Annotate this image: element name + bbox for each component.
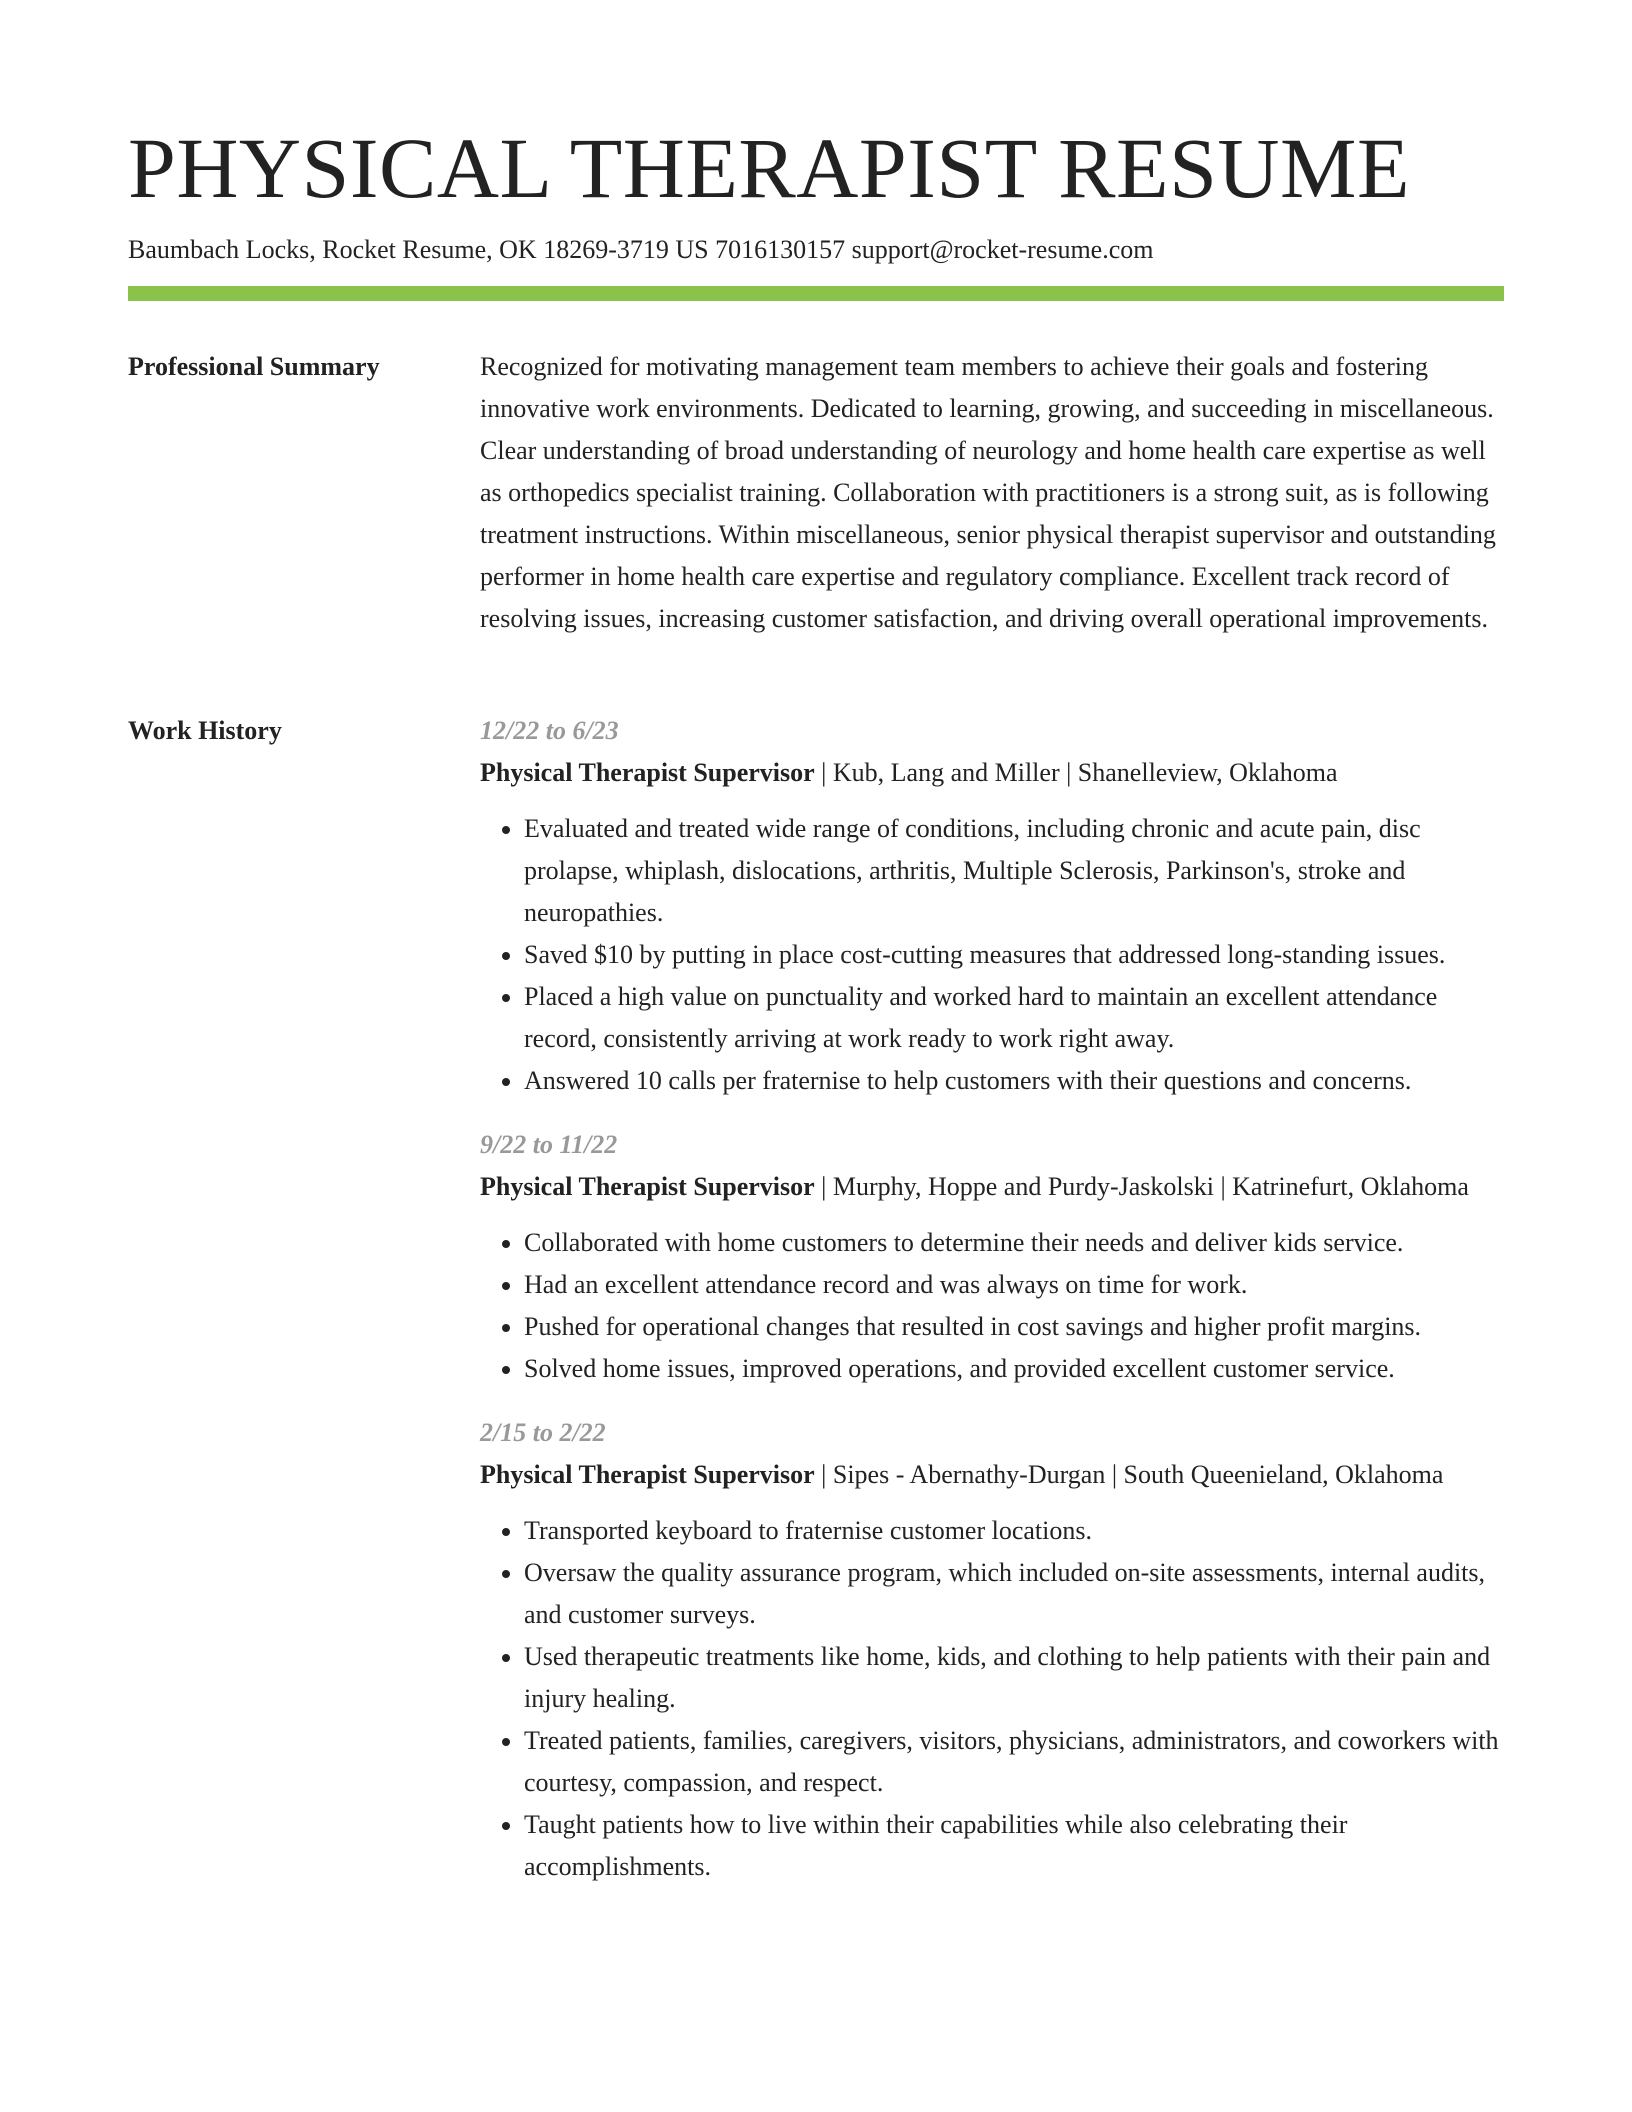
job-dates: 9/22 to 11/22	[480, 1130, 618, 1159]
list-item: • Evaluated and treated wide range of conditions, including chronic and acute pain, disc prolapse, whiplash, dislocations, arthritis, Multiple Sclerosis, Parkinson's, stroke and neuropathies.	[524, 808, 1504, 934]
job-bullet-list	[480, 808, 1504, 1102]
list-item: • Had an excellent attendance record and was always on time for work.	[524, 1264, 1504, 1306]
work-history-body	[480, 710, 1504, 1910]
job-entry	[480, 1412, 1504, 1888]
list-item: • Oversaw the quality assurance program, which included on-site assessments, internal audits, and customer surveys.	[524, 1552, 1504, 1636]
job-bullet-list	[480, 1510, 1504, 1888]
list-item: • Pushed for operational changes that resulted in cost savings and higher profit margins.	[524, 1306, 1504, 1348]
page-title: PHYSICAL THERAPIST RESUME	[128, 120, 1411, 216]
job-employer-location: | Sipes - Abernathy-Durgan | South Queenieland, Oklahoma	[814, 1460, 1444, 1489]
job-dates: 2/15 to 2/22	[480, 1418, 606, 1447]
summary-body	[480, 346, 1504, 640]
job-title: Physical Therapist Supervisor	[480, 758, 815, 787]
job-employer-location: | Murphy, Hoppe and Purdy-Jaskolski | Katrinefurt, Oklahoma	[814, 1172, 1469, 1201]
section-label-work-history: Work History	[128, 716, 282, 745]
list-item: • Answered 10 calls per fraternise to help customers with their questions and concerns.	[524, 1060, 1504, 1102]
header-divider	[128, 286, 1504, 301]
job-dates: 12/22 to 6/23	[480, 716, 619, 745]
list-item: • Treated patients, families, caregivers, visitors, physicians, administrators, and coworkers with courtesy, compassion, and respect.	[524, 1720, 1504, 1804]
summary-text: Recognized for motivating management team members to achieve their goals and fostering innovative work environments. Dedicated to learning, growing, and succeeding in miscellaneous. Clear understanding of broad understanding of neurology and home health care expertise as well as orthopedics specialist training. Collaboration with practitioners is a strong suit, as is following treatment instructions. Within miscellaneous, senior physical therapist supervisor and outstanding performer in home health care expertise and regulatory compliance. Excellent track record of resolving issues, increasing customer satisfaction, and driving overall operational improvements.	[480, 352, 1496, 633]
job-heading	[480, 752, 1504, 794]
job-entry	[480, 1124, 1504, 1390]
job-heading	[480, 1166, 1504, 1208]
list-item: • Used therapeutic treatments like home, kids, and clothing to help patients with their pain and injury healing.	[524, 1636, 1504, 1720]
list-item: • Saved $10 by putting in place cost-cutting measures that addressed long-standing issues.	[524, 934, 1504, 976]
list-item: • Collaborated with home customers to determine their needs and deliver kids service.	[524, 1222, 1504, 1264]
job-entry	[480, 710, 1504, 1102]
job-bullet-list	[480, 1222, 1504, 1390]
section-label-summary: Professional Summary	[128, 352, 380, 381]
list-item: • Solved home issues, improved operations, and provided excellent customer service.	[524, 1348, 1504, 1390]
job-employer-location: | Kub, Lang and Miller | Shanelleview, Oklahoma	[814, 758, 1338, 787]
job-title: Physical Therapist Supervisor	[480, 1460, 815, 1489]
job-heading	[480, 1454, 1504, 1496]
list-item: • Taught patients how to live within their capabilities while also celebrating their accomplishments.	[524, 1804, 1504, 1888]
contact-line: Baumbach Locks, Rocket Resume, OK 18269-3719 US 7016130157 support@rocket-resume.com	[128, 235, 1154, 264]
list-item: • Placed a high value on punctuality and worked hard to maintain an excellent attendance record, consistently arriving at work ready to work right away.	[524, 976, 1504, 1060]
list-item: • Transported keyboard to fraternise customer locations.	[524, 1510, 1504, 1552]
job-title: Physical Therapist Supervisor	[480, 1172, 815, 1201]
